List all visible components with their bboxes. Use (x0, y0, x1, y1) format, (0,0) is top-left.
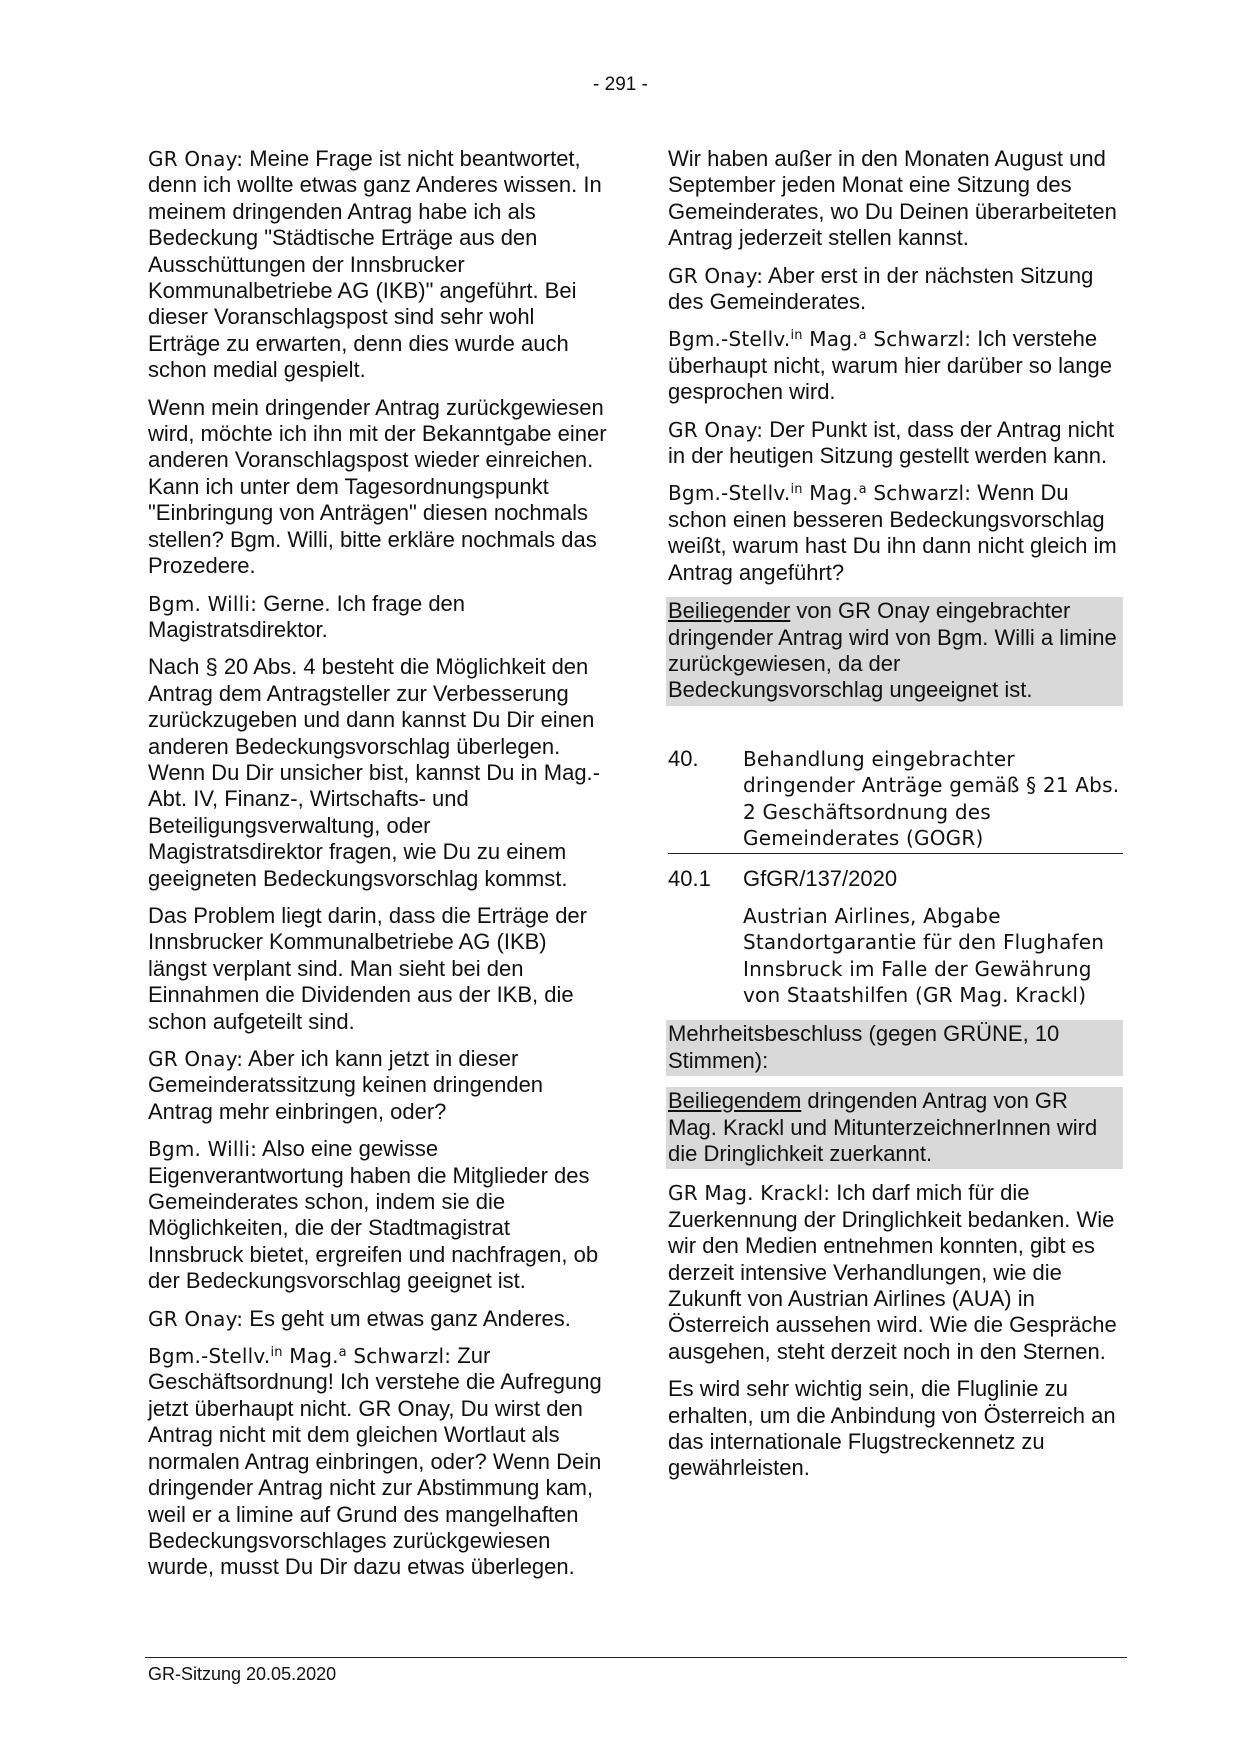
left-column (148, 146, 608, 1592)
speaker: GR Mag. Krackl: (668, 1181, 831, 1206)
paragraph (668, 417, 1123, 470)
paragraph: Wir haben außer in den Monaten August und September jeden Monat eine Sitzung des Gemeinderates, wo Du Deinen überarbeiteten Antrag jederzeit stellen kannst. (668, 146, 1117, 251)
paragraph-text: Nach § 20 Abs. 4 besteht die Möglichkeit den Antrag dem Antragsteller zur Verbesserung zurückzugeben und dann kannst Du Dir einen anderen Bedeckungsvorschlag überlegen. Wenn Du Dir unsicher bist, kannst Du in Mag.-Abt. IV, Finanz-, Wirtschafts- und Beteiligungsverwaltung, oder Magistratsdirektor fragen, wie Du zu einem geeigneten Bedeckungsvorschlag kommst. (148, 654, 600, 891)
speaker: Bgm. Willi: (148, 1137, 258, 1162)
speaker-part: Mag. (282, 1344, 339, 1369)
speaker: GR Onay: (148, 1047, 244, 1071)
agenda-item-heading (668, 746, 1123, 855)
decision-box (666, 1087, 1123, 1169)
paragraph (148, 903, 608, 1035)
paragraph (148, 1046, 608, 1125)
paragraph-text: Aber ich kann jetzt in dieser Gemeinderatssitzung keinen dringenden Antrag mehr einbringen, oder? (148, 1046, 544, 1124)
speaker: GR Onay: (668, 263, 764, 288)
speaker-part: Mag. (802, 327, 859, 352)
speaker: GR Onay: (148, 1306, 244, 1331)
paragraph (148, 1136, 608, 1294)
paragraph-text: Aber erst in der nächsten Sitzung des Gemeinderates. (668, 262, 1094, 315)
speaker (668, 481, 971, 505)
speaker (148, 1344, 451, 1368)
paragraph-text: Gerne. Ich frage den Magistratsdirektor. (148, 590, 466, 642)
agenda-number: 40. (668, 745, 699, 771)
speaker-part: Schwarzl: (346, 1344, 452, 1369)
paragraph-text: Der Punkt ist, dass der Antrag nicht in der heutigen Sitzung gestellt werden kann. (668, 416, 1115, 469)
sub-item-number: 40.1 (668, 866, 711, 892)
speaker-part: Mag. (802, 481, 859, 506)
paragraph (668, 1180, 1123, 1365)
paragraph (668, 480, 1123, 586)
paragraph-text: Es geht um etwas ganz Anderes. (243, 1305, 571, 1331)
paragraph-text: Wenn mein dringender Antrag zurückgewiesen wird, möchte ich ihn mit der Bekanntgabe einer anderen Voranschlagspost wieder einreichen. Kann ich unter dem Tagesordnungspunkt "Einbringung von Anträgen" diesen nochmals stellen? Bgm. Willi, bitte erkläre nochmals das Prozedere. (148, 394, 607, 579)
paragraph (148, 591, 608, 644)
sub-item-code: GfGR/137/2020 (743, 866, 898, 892)
footer: GR-Sitzung 20.05.2020 (148, 1664, 337, 1684)
paragraph (668, 326, 1123, 405)
decision-text: von GR Onay eingebrachter dringender Antrag wird von Bgm. Willi a limine zurückgewiesen, da der Bedeckungsvorschlag ungeeignet ist. (668, 598, 1117, 703)
agenda-title: Behandlung eingebrachter dringender Anträge gemäß § 21 Abs. 2 Geschäftsordnung des Gemeinderates (GOGR) (743, 746, 1120, 850)
underlined-term: Beiliegendem (668, 1088, 802, 1114)
decision-text: dringenden Antrag von GR Mag. Krackl und MitunterzeichnerInnen wird die Dringlichkeit zuerkannt. (668, 1088, 1098, 1166)
superscript: a (858, 482, 867, 498)
speaker-part: Bgm.-Stellv. (668, 481, 791, 506)
speaker: GR Onay: (148, 147, 244, 171)
speaker-part: Bgm.-Stellv. (668, 327, 791, 352)
paragraph-text: Also eine gewisse Eigenverantwortung haben die Mitglieder des Gemeinderates schon, indem sie die Möglichkeiten, die der Stadtmagistrat Innsbruck bietet, ergreifen und nachfragen, ob der Bedeckungsvorschlag geeignet ist. (148, 1136, 599, 1294)
speaker (668, 327, 971, 351)
paragraph-text: Zur Geschäftsordnung! Ich verstehe die Aufregung jetzt überhaupt nicht. GR Onay, Du wirst den Antrag nicht mit dem gleichen Wortlaut als normalen Antrag einbringen, oder? Wenn Dein dringender Antrag nicht zur Abstimmung kam, weil er a limine auf Grund des mangelhaften Bedeckungsvorschlages zurückgewiesen wurde, musst Du Dir dazu etwas überlegen. (148, 1343, 602, 1580)
paragraph (148, 1343, 608, 1581)
footer-divider (145, 1657, 1127, 1658)
sub-item-title: Austrian Airlines, Abgabe Standortgarantie für den Flughafen Innsbruck im Falle der Gewährung von Staatshilfen (GR Mag. Krackl) (743, 903, 1105, 1007)
speaker-part: Bgm.-Stellv. (148, 1344, 271, 1369)
paragraph-text: Meine Frage ist nicht beantwortet, denn ich wollte etwas ganz Anderes wissen. In meinem dringenden Antrag habe ich als Bedeckung "Städtische Erträge aus den Ausschüttungen der Innsbrucker Kommunalbetriebe AG (IKB)" angeführt. Bei dieser Voranschlagspost sind sehr wohl Erträge zu erwarten, denn dies wurde auch schon medial gespielt. (148, 146, 602, 383)
right-column (668, 146, 1123, 1493)
underlined-term: Beiliegender (668, 598, 791, 624)
decision-box (666, 597, 1123, 706)
paragraph (148, 1306, 608, 1332)
page-number: - 291 - (593, 74, 648, 95)
sub-item (668, 866, 1123, 1008)
superscript: a (338, 1345, 347, 1361)
paragraph: Es wird sehr wichtig sein, die Fluglinie zu erhalten, um die Anbindung von Österreich an das internationale Flugstreckennetz zu gewährleisten. (668, 1376, 1116, 1481)
paragraph-text: Ich verstehe überhaupt nicht, warum hier darüber so lange gesprochen wird. (668, 326, 1112, 405)
speaker-part: Schwarzl: (866, 327, 972, 352)
speaker-part: Schwarzl: (866, 481, 972, 506)
paragraph-text: Ich darf mich für die Zuerkennung der Dringlichkeit bedanken. Wie wir den Medien entnehmen konnten, gibt es derzeit intensive Verhandlungen, wie die Zukunft von Austrian Airlines (AUA) in Österreich aussehen wird. Wie die Gespräche ausgehen, steht derzeit noch in den Sternen. (668, 1180, 1117, 1364)
superscript: in (790, 482, 803, 498)
paragraph-text: Wenn Du schon einen besseren Bedeckungsvorschlag weißt, warum hast Du ihn dann nicht gleich im Antrag angeführt? (668, 480, 1117, 585)
paragraph (148, 654, 608, 892)
paragraph (148, 395, 608, 580)
resolution-box: Mehrheitsbeschluss (gegen GRÜNE, 10 Stimmen): (666, 1020, 1123, 1076)
superscript: in (270, 1345, 283, 1361)
paragraph (668, 263, 1123, 316)
superscript: in (790, 328, 803, 344)
paragraph (148, 146, 608, 384)
speaker: GR Onay: (668, 417, 764, 442)
superscript: a (858, 328, 867, 344)
paragraph-text: Das Problem liegt darin, dass die Erträge der Innsbrucker Kommunalbetriebe AG (IKB) längst verplant sind. Man sieht bei den Einnahmen die Dividenden aus der IKB, die schon aufgeteilt sind. (148, 902, 587, 1034)
speaker: Bgm. Willi: (148, 591, 258, 616)
